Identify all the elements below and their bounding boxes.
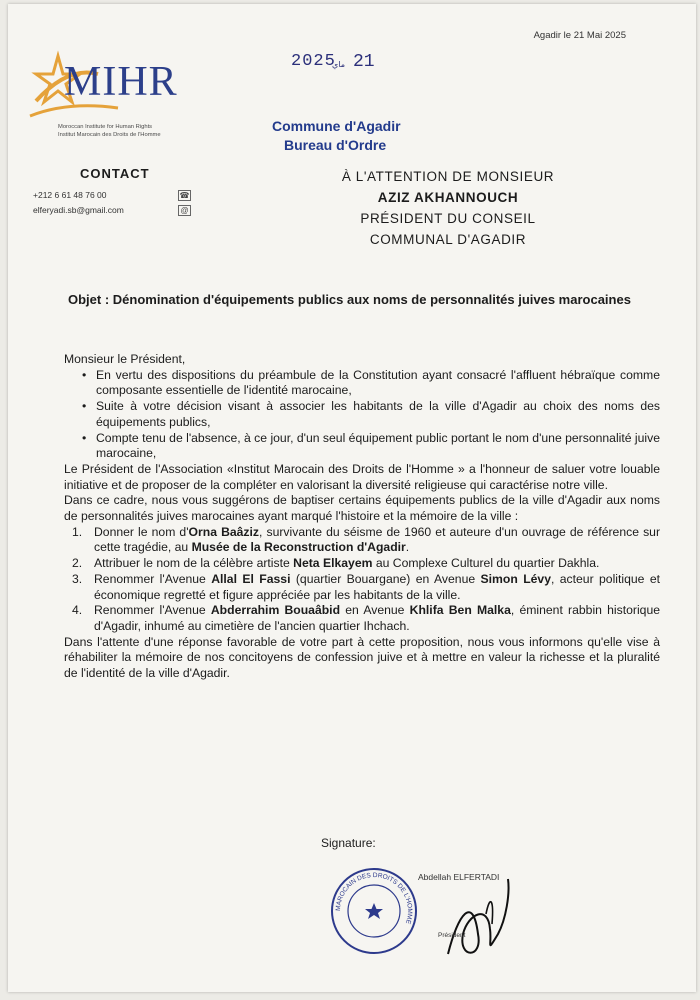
subject-line: Objet : Dénomination d'équipements publics aux noms de personnalités juives marocaines (68, 292, 631, 307)
stamp-day: 21 (353, 52, 375, 72)
item-text: , survivante du séisme de 1960 et auteure d'un ouvrage de référence sur cette tragédie, au (94, 524, 661, 555)
item-bold: Neta Elkayem (293, 556, 373, 571)
stamp-year: 2025 (291, 52, 336, 71)
signatory-name: Abdellah ELFERTADI (418, 872, 500, 882)
recipient-name: AZIZ AKHANNOUCH (377, 190, 519, 205)
item-text: Attribuer le nom de la célèbre artiste (94, 556, 294, 571)
item-text: (quartier Bouargane) en Avenue (290, 571, 481, 586)
phone-icon: ☎ (179, 191, 190, 200)
logo-subtitle-en: Moroccan Institute for Human Rights (58, 124, 153, 130)
item-number: 2. (72, 556, 83, 571)
item-number: 4. (72, 603, 83, 618)
proposals-list (64, 525, 660, 635)
closing-paragraph: Dans l'attente d'une réponse favorable de votre part à cette proposition, nous vous informons qu'elle vise à réhabiliter la mémoire de nos concitoyens de confession juive et à mettre en valeur la richesse et la pluralité de l'identité de la ville d'Agadir. (64, 634, 660, 681)
list-item: • Compte tenu de l'absence, à ce jour, d'un seul équipement public portant le nom d'une personnalité juive marocaine, (84, 431, 660, 462)
salutation: Monsieur le Président, (64, 352, 186, 366)
seal-stamp-icon (328, 865, 420, 957)
list-item: • En vertu des dispositions du préambule de la Constitution ayant consacré l'affluent hébraïque comme composante essentielle de l'identité marocaine, (84, 368, 660, 399)
mihr-logo (28, 46, 203, 141)
item-text: , acteur politique et économique regretté et figure appréciée par les habitants de la ville. (94, 571, 660, 602)
considerations-list (64, 368, 660, 462)
contact-heading: CONTACT (80, 166, 150, 181)
list-item: • Suite à votre décision visant à associer les habitants de la ville d'Agadir au choix des noms des équipements publics, (84, 399, 660, 430)
item-bold: Orna Baâziz (188, 524, 260, 539)
commune-name: Commune d'Agadir (272, 118, 401, 134)
item-text: Renommer l'Avenue (94, 603, 211, 618)
proposal-item (64, 572, 660, 603)
item-text: Renommer l'Avenue (94, 571, 212, 586)
item-bold: Allal El Fassi (211, 571, 291, 586)
commune-stamp (272, 117, 401, 155)
seal-text: MAROCAIN DES DROITS DE L'HOMME (334, 871, 414, 925)
logo-wordmark: MIHR (64, 59, 178, 105)
signature-label: Signature: (321, 836, 376, 850)
letter-date: Agadir le 21 Mai 2025 (533, 30, 626, 41)
item-bold: Khlifa Ben Malka (409, 603, 511, 618)
signatory-title: Président (438, 932, 466, 939)
item-text: au Complexe Culturel du quartier Dakhla. (372, 556, 600, 571)
recipient-block (298, 166, 598, 250)
proposal-item (64, 525, 660, 556)
handwritten-signature (428, 874, 538, 964)
letter-page (8, 4, 696, 992)
logo-subtitle-fr: Institut Marocain des Droits de l'Homme (58, 132, 161, 138)
stamp-month: ماي (332, 60, 345, 69)
proposal-item (64, 603, 660, 634)
proposal-item (64, 556, 660, 572)
paragraph-intro: Le Président de l'Association «Institut Marocain des Droits de l'Homme » a l'honneur de saluer votre louable initiative et de proposer de la compléter en valorisant la diversité religieuse qui caractérise notre ville. (64, 461, 660, 492)
item-text: , éminent rabbin historique d'Agadir, inhumé au cimetière de l'ancien quartier Ihchach. (94, 603, 660, 633)
item-text: Donner le nom d' (94, 524, 189, 539)
letter-body (64, 352, 660, 682)
item-bold: Simon Lévy (480, 571, 551, 586)
recipient-line-3: PRÉSIDENT DU CONSEIL (360, 211, 536, 226)
contact-email: elferyadi.sb@gmail.com (33, 205, 124, 215)
item-bold: Musée de la Reconstruction d'Agadir (191, 540, 406, 555)
recipient-line-1: À L'ATTENTION DE MONSIEUR (341, 169, 555, 184)
item-text: en Avenue (340, 603, 410, 618)
item-number: 1. (72, 524, 83, 539)
bureau-ordre: Bureau d'Ordre (284, 137, 387, 153)
paragraph-framework: Dans ce cadre, nous vous suggérons de baptiser certains équipements publics de la ville d'Agadir aux noms de personnalités juives marocaines ayant marqué l'histoire et la mémoire de la ville : (64, 493, 660, 524)
item-number: 3. (72, 571, 83, 586)
item-bold: Abderrahim Bouaâbid (210, 603, 341, 618)
item-text: . (405, 540, 410, 555)
recipient-line-4: COMMUNAL D'AGADIR (369, 232, 527, 247)
contact-phone: +212 6 61 48 76 00 (33, 190, 107, 200)
email-icon: @ (178, 205, 191, 216)
